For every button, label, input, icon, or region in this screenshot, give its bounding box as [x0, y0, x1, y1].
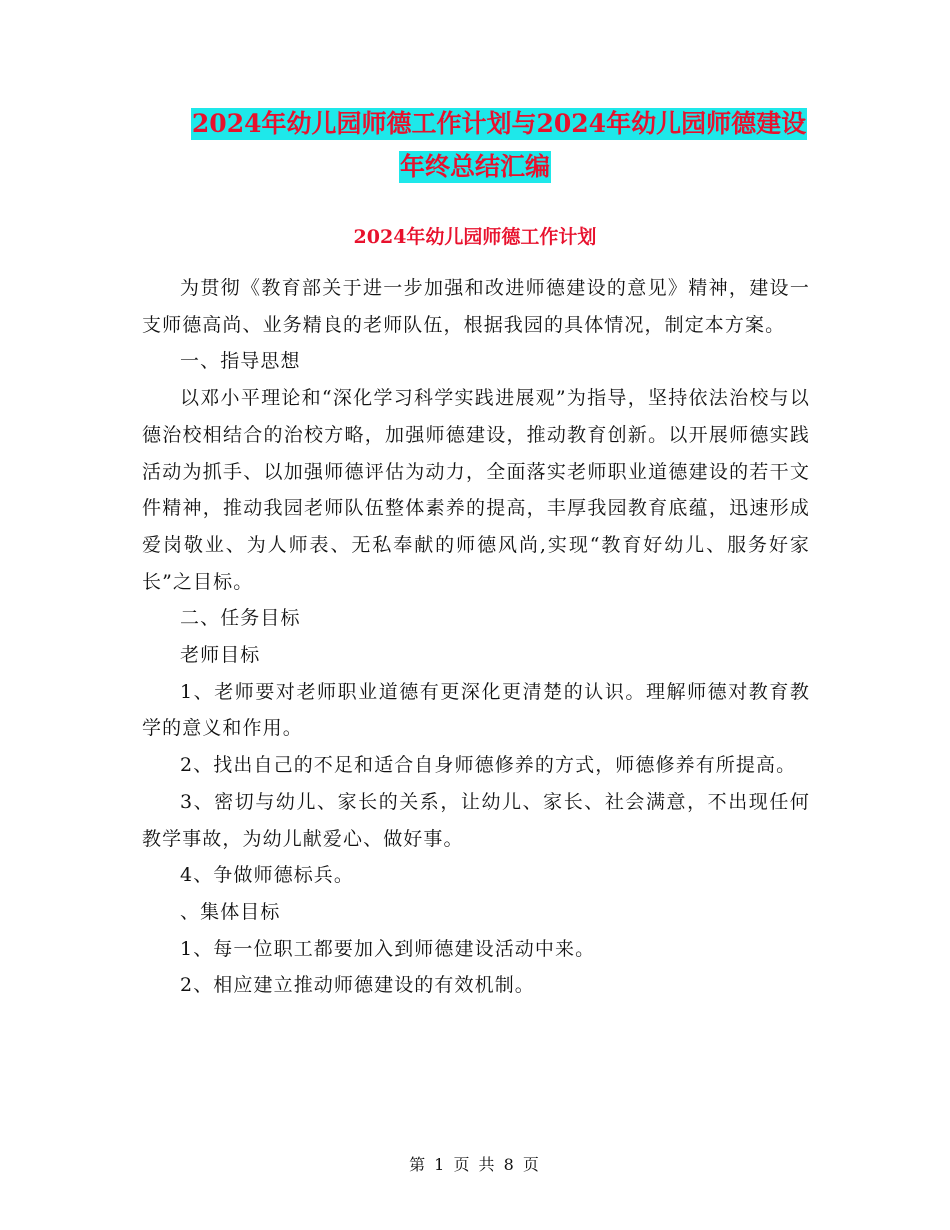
subheading-collective-goals: 、集体目标: [180, 900, 281, 923]
heading-task-goals: 二、任务目标: [180, 607, 301, 630]
paragraph-guiding-thought: 以邓小平理论和“深化学习科学实践进展观”为指导，坚持依法治校与以德治校相结合的治校方略，加强师德建设，推动教育创新。以开展师德实践活动为抓手、以加强师德评估为动力，全面落实老师职业道德建设的若干文件精神，推动我园老师队伍整体素养的提高，丰厚我园教育底蕴，迅速形成爱岗敬业、为人师表、无私奉献的师德风尚,实现“教育好幼儿、服务好家长”之目标。: [142, 387, 810, 593]
page-footer: 第 1 页 共 8 页: [409, 1155, 541, 1174]
document-title: [0, 108, 950, 183]
subheading-teacher-goals: 老师目标: [180, 644, 261, 667]
list-item: 1、老师要对老师职业道德有更深化更清楚的认识。理解师德对教育教学的意义和作用。: [142, 680, 810, 740]
list-item: 2、相应建立推动师德建设的有效机制。: [180, 974, 535, 997]
title-line-2: 年终总结汇编: [399, 152, 550, 181]
list-item: 4、争做师德标兵。: [180, 864, 354, 887]
list-item: 3、密切与幼儿、家长的关系，让幼儿、家长、社会满意，不出现任何教学事故，为幼儿献爱心、做好事。: [142, 790, 810, 850]
document-body: [142, 270, 810, 1004]
paragraph-intro: 为贯彻《教育部关于进一步加强和改进师德建设的意见》精神，建设一支师德高尚、业务精良的老师队伍，根据我园的具体情况，制定本方案。: [142, 277, 810, 336]
heading-guiding-thought: 一、指导思想: [180, 350, 301, 373]
section-title: 2024年幼儿园师德工作计划: [353, 226, 597, 248]
list-item: 1、每一位职工都要加入到师德建设活动中来。: [180, 937, 596, 960]
list-item: 2、找出自己的不足和适合自身师德修养的方式，师德修养有所提高。: [180, 754, 797, 777]
title-line-1: 2024年幼儿园师德工作计划与2024年幼儿园师德建设: [191, 109, 807, 138]
